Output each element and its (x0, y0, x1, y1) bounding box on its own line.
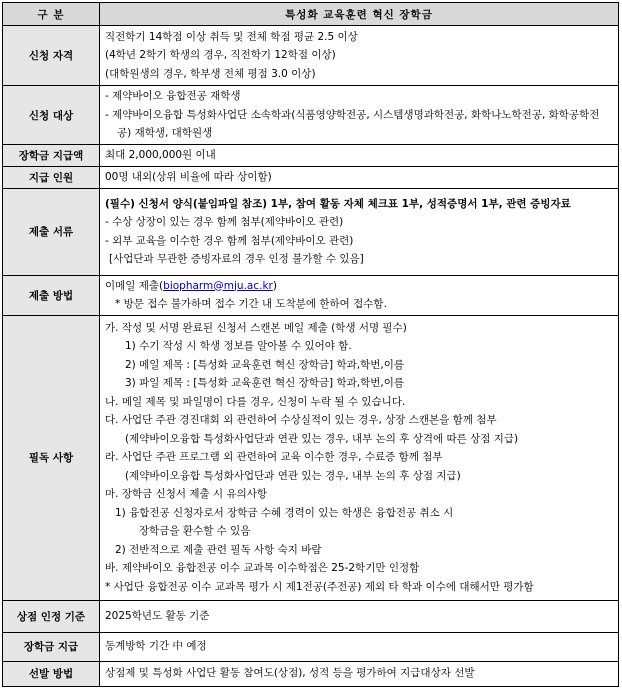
eligibility-line: 직전학기 14학점 이상 취득 및 전체 학점 평균 2.5 이상 (105, 30, 358, 43)
value-headcount: 00명 내외(상위 비율에 따라 상이함) (100, 167, 619, 189)
eligibility-line: (대학원생의 경우, 학부생 전체 평점 3.0 이상) (105, 67, 316, 80)
content-notes (100, 315, 619, 600)
documents-line: - 수상 상장이 있는 경우 함께 첨부(제약바이오 관련) (105, 216, 344, 228)
email-link[interactable]: biopharm@mju.ac.kr (163, 279, 273, 292)
note-subitem: 장학금을 환수할 수 있음 (139, 525, 251, 538)
content-documents (100, 188, 619, 275)
documents-required: (필수) 신청서 양식(붙임파일 참조) 1부, 참여 활동 자체 체크표 1부, 성적증명서 1부, 관련 증빙자료 (105, 197, 571, 210)
method-suffix: ) (272, 279, 277, 292)
row-eligibility (3, 26, 619, 86)
row-amount (3, 145, 619, 167)
note-subitem: 2) 전반적으로 제출 관련 필독 사항 숙지 바람 (115, 543, 322, 556)
value-selection: 상점제 및 특성화 사업단 활동 참여도(상점), 성적 등을 평가하여 지급대상자 선발 (100, 661, 619, 686)
note-subitem: (제약바이오융합 특성화사업단과 연관 있는 경우, 내부 논의 후 상격에 따른 상점 지급) (125, 432, 519, 445)
target-line: - 제약바이오 융합전공 재학생 (105, 90, 241, 103)
value-merit-period: 2025학년도 활동 기준 (100, 600, 619, 632)
label-eligibility: 신청 자격 (3, 26, 100, 86)
note-item: 마. 장학금 신청서 제출 시 유의사항 (105, 488, 268, 501)
note-item: * 사업단 융합전공 이수 교과목 평가 시 제1전공(주전공) 제외 타 학과 이수에 대해서만 평가함 (105, 580, 534, 593)
note-item: 바. 제약바이오 융합전공 이수 교과목 이수학점은 25-2학기만 인정함 (105, 562, 420, 575)
label-method: 제출 방법 (3, 275, 100, 315)
value-amount: 최대 2,000,000원 이내 (100, 145, 619, 167)
note-subitem: (제약바이오융합 특성화사업단과 연관 있는 경우, 내부 논의 후 상점 지급) (125, 469, 461, 482)
label-selection: 선발 방법 (3, 661, 100, 686)
label-documents: 제출 서류 (3, 188, 100, 275)
row-notes (3, 315, 619, 600)
row-documents (3, 188, 619, 275)
row-payment (3, 632, 619, 661)
method-prefix: 이메일 제출( (105, 279, 164, 292)
row-method (3, 275, 619, 315)
method-note: * 방문 접수 불가하며 접수 기간 내 도착분에 한하여 접수함. (115, 298, 387, 310)
documents-line: - 외부 교육을 이수한 경우 함께 첨부(제약바이오 관련) (105, 234, 354, 247)
note-subitem: 1) 수기 작성 시 학생 정보를 알아볼 수 있어야 함. (125, 340, 352, 353)
note-item: 라. 사업단 주관 프로그램 외 관련하여 교육 이수한 경우, 수료증 함께 첨부 (105, 451, 443, 464)
label-merit-period: 상점 인정 기준 (3, 600, 100, 632)
note-subitem: 2) 메일 제목 : [특성화 교육훈련 혁신 장학금] 학과,학번,이름 (125, 358, 405, 371)
header-title: 특성화 교육훈련 혁신 장학금 (100, 3, 619, 26)
row-merit-period (3, 600, 619, 632)
value-payment: 동계방학 기간 中 예정 (100, 632, 619, 661)
content-target (100, 86, 619, 145)
content-eligibility (100, 26, 619, 86)
eligibility-line: (4학년 2학기 학생의 경우, 직전학기 12학점 이상) (105, 49, 336, 62)
target-line: - 제약바이오융합 특성화사업단 소속학과(식품영양학전공, 시스템생명과학전공, 화학나노학전공, 화학공학전공) 재학생, 대학원생 (105, 108, 600, 140)
content-method (100, 275, 619, 315)
method-line (105, 277, 613, 296)
scholarship-info-table (2, 2, 619, 687)
header-category: 구 분 (3, 3, 100, 26)
row-selection (3, 661, 619, 686)
note-item: 다. 사업단 주관 경진대회 외 관련하여 수상실적이 있는 경우, 상장 스캔본을 함께 첨부 (105, 414, 497, 427)
label-headcount: 지급 인원 (3, 167, 100, 189)
note-item: 가. 작성 및 서명 완료된 신청서 스캔본 메일 제출 (학생 서명 필수) (105, 321, 407, 334)
row-headcount (3, 167, 619, 189)
note-item: 나. 메일 제목 및 파일명이 다를 경우, 신청이 누락 될 수 있습니다. (105, 395, 406, 408)
label-target: 신청 대상 (3, 86, 100, 145)
row-target (3, 86, 619, 145)
documents-line: [사업단과 무관한 증빙자료의 경우 인정 불가할 수 있음] (109, 253, 364, 265)
label-amount: 장학금 지급액 (3, 145, 100, 167)
label-payment: 장학금 지급 (3, 632, 100, 661)
header-row (3, 3, 619, 26)
label-notes: 필독 사항 (3, 315, 100, 600)
note-subitem: 1) 융합전공 신청자로서 장학금 수혜 경력이 있는 학생은 융합전공 취소 시 (115, 506, 454, 519)
note-subitem: 3) 파일 제목 : [특성화 교육훈련 혁신 장학금] 학과,학번,이름 (125, 377, 405, 390)
